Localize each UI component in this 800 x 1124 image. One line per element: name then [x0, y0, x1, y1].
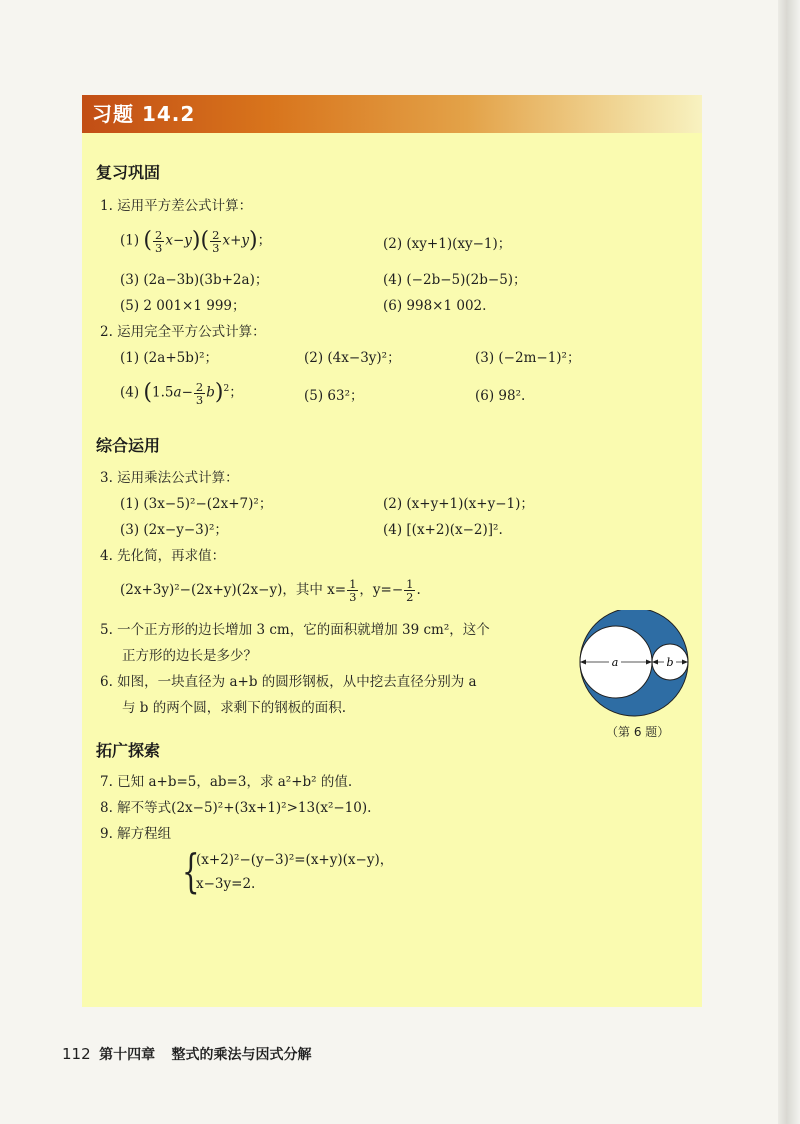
- q2-stem: 2. 运用完全平方公式计算：: [100, 324, 266, 340]
- section-apply: 综合运用: [96, 436, 161, 455]
- page-number: 112: [62, 1045, 91, 1063]
- q6-line1: 6. 如图，一块直径为 a+b 的圆形钢板，从中挖去直径分别为 a: [100, 674, 477, 690]
- chapter-title: 整式的乘法与因式分解: [171, 1047, 312, 1063]
- q1-item1: (1) ( $\frac{2}{3}$ x−y)( $\frac{2}{3}$ x+y)；: [120, 227, 272, 255]
- q2-item5: (5) 63²；: [304, 388, 364, 404]
- circle-figure: [570, 610, 694, 720]
- q5-line1: 5. 一个正方形的边长增加 3 cm，它的面积就增加 39 cm²，这个: [100, 622, 490, 638]
- q3-item3: (3) (2x−y−3)²；: [120, 522, 228, 538]
- q1-item5: (5) 2 001×1 999；: [120, 298, 246, 314]
- q1-item2: (2) (xy+1)(xy−1)；: [383, 236, 512, 252]
- q3-item2: (2) (x+y+1)(x+y−1)；: [383, 496, 534, 512]
- chapter-label: 第十四章: [99, 1047, 156, 1063]
- page-edge: [778, 0, 800, 1124]
- system-brace: {: [182, 844, 200, 898]
- q7: 7. 已知 a+b=5，ab=3，求 a²+b² 的值.: [100, 774, 353, 790]
- q2-item1: (1) (2a+5b)²；: [120, 350, 219, 366]
- q4-stem: 4. 先化简，再求值：: [100, 548, 226, 564]
- label-b: b: [666, 656, 674, 669]
- q1-item3: (3) (2a−3b)(3b+2a)；: [120, 272, 269, 288]
- q4-expression: (2x+3y)²−(2x+y)(2x−y)，其中 x= $\frac{1}{3}$ ，y=− $\frac{1}{2}$ .: [120, 577, 421, 605]
- page-footer: [62, 1044, 312, 1064]
- q9-eq1: (x+2)²−(y−3)²=(x+y)(x−y)，: [196, 852, 394, 868]
- section-explore: 拓广探索: [96, 741, 161, 760]
- q3-item1: (1) (3x−5)²−(2x+7)²；: [120, 496, 273, 512]
- q1-item6: (6) 998×1 002.: [383, 298, 487, 314]
- q1-stem: 1. 运用平方差公式计算：: [100, 198, 253, 214]
- section-review: 复习巩固: [96, 163, 161, 182]
- q2-item6: (6) 98².: [475, 388, 526, 404]
- q9-eq2: x−3y=2.: [196, 876, 256, 892]
- q8: 8. 解不等式(2x−5)²+(3x+1)²>13(x²−10).: [100, 800, 372, 816]
- q2-item2: (2) (4x−3y)²；: [304, 350, 401, 366]
- q3-stem: 3. 运用乘法公式计算：: [100, 470, 239, 486]
- q2-item3: (3) (−2m−1)²；: [475, 350, 581, 366]
- q5-line2: 正方形的边长是多少？: [122, 648, 257, 664]
- figure-caption: （第 6 题）: [606, 725, 670, 739]
- q2-item4: (4) (1.5a− $\frac{2}{3}$ b)$^2$；: [120, 379, 243, 407]
- label-a: a: [611, 656, 619, 669]
- q6-line2: 与 b 的两个圆，求剩下的钢板的面积.: [122, 700, 347, 716]
- q3-item4: (4) [(x+2)(x−2)]².: [383, 522, 503, 538]
- q9-stem: 9. 解方程组: [100, 826, 172, 842]
- exercise-title: 习题 14.2: [92, 102, 196, 126]
- q1-item4: (4) (−2b−5)(2b−5)；: [383, 272, 527, 288]
